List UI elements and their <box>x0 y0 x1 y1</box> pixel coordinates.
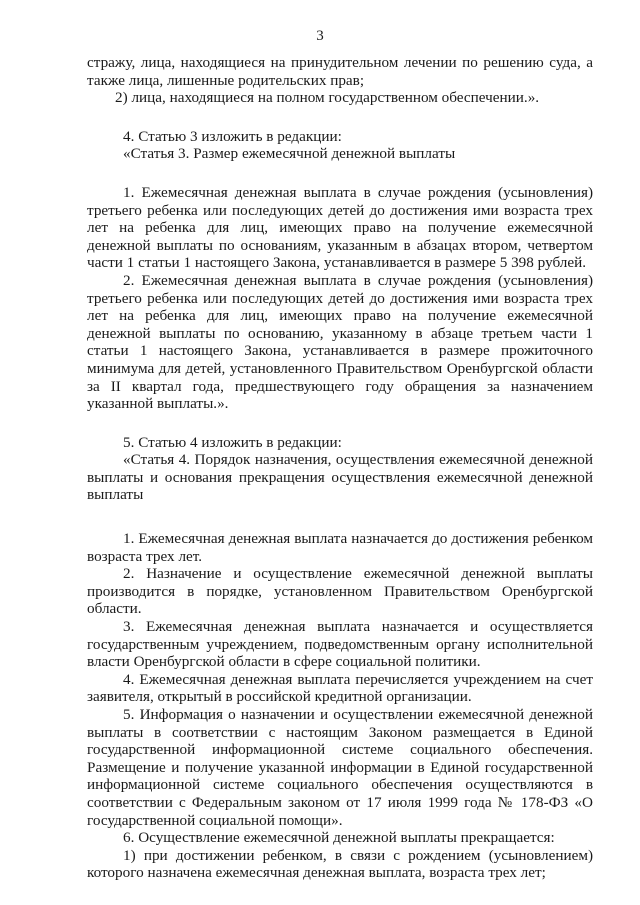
article-heading: «Статья 3. Размер ежемесячной денежной выплаты <box>123 145 456 163</box>
page-number: 3 <box>316 28 324 44</box>
paragraph: 2) лица, находящиеся на полном государственном обеспечении.». <box>115 89 540 107</box>
document-body <box>87 54 593 882</box>
paragraph: 1) при достижении ребенком, в связи с рождением (усыновлением) которого назначена ежемесячная денежная выплата, возраста трех лет; <box>87 846 593 882</box>
paragraph: 1. Ежемесячная денежная выплата назначается до достижения ребенком возраста трех лет. <box>87 530 593 565</box>
paragraph: 3. Ежемесячная денежная выплата назначается и осуществляется государственным учреждением, подведомственным органу исполнительной власти Оренбургской области в сфере социальной политики. <box>87 618 593 671</box>
paragraph: стражу, лица, находящиеся на принудительном лечении по решению суда, а также лица, лишенные родительских прав; <box>87 54 593 89</box>
paragraph: 2. Назначение и осуществление ежемесячной денежной выплаты производится в порядке, установленном Правительством Оренбургской области. <box>87 565 593 618</box>
paragraph: 4. Статью 3 изложить в редакции: <box>123 127 342 145</box>
paragraph: 4. Ежемесячная денежная выплата перечисляется учреждением на счет заявителя, открытый в российской кредитной организации. <box>87 670 593 706</box>
paragraph: 5. Статью 4 изложить в редакции: <box>123 433 342 451</box>
article-heading: «Статья 4. Порядок назначения, осуществления ежемесячной денежной выплаты и основания прекращения осуществления ежемесячной денежной выплаты <box>87 451 593 504</box>
paragraph: 1. Ежемесячная денежная выплата в случае рождения (усыновления) третьего ребенка или последующих детей до достижения ими возраста трех лет на ребенка для лиц, имеющих право на получение ежемесячной денежной выплаты по основаниям, указанным в абзацах втором, четвертом части 1 статьи 1 настоящего Закона, устанавливается в размере 5 398 рублей. <box>87 183 593 272</box>
paragraph: 6. Осуществление ежемесячной денежной выплаты прекращается: <box>123 829 555 847</box>
paragraph: 5. Информация о назначении и осуществлении ежемесячной денежной выплаты в соответствии с настоящим Законом размещается в Единой государственной информационной системе социального обеспечения. Размещение и получение указанной информации в Единой государственной информационной системе социального обеспечения осуществляются в соответствии с Федеральным законом от 17 июля 1999 года № 178-ФЗ «О государственной социальной помощи». <box>87 706 593 829</box>
paragraph: 2. Ежемесячная денежная выплата в случае рождения (усыновления) третьего ребенка или последующих детей до достижения ими возраста трех лет на ребенка для лиц, имеющих право на получение ежемесячной денежной выплаты по основанию, указанному в абзаце третьем части 1 статьи 1 настоящего Закона, устанавливается в размере прожиточного минимума для детей, установленного Правительством Оренбургской области за II квартал года, предшествующего году обращения за назначением указанной выплаты.». <box>87 271 593 413</box>
